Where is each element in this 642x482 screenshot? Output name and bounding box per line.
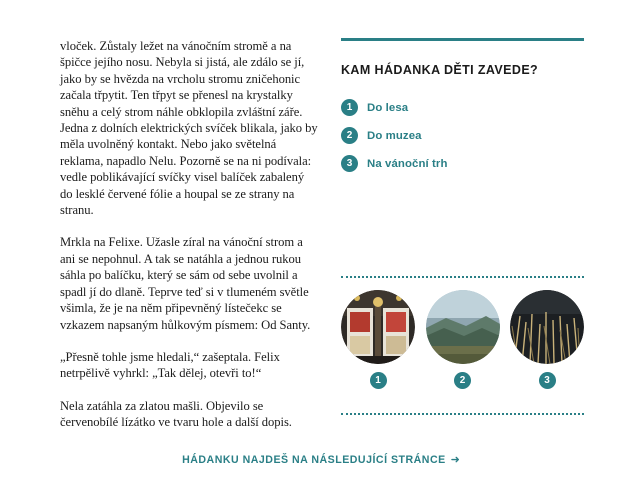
story-paragraph: Mrkla na Felixe. Užasle zíral na vánoční strom a ani se nepohnul. A tak se natáhla a jednou rukou sáhla po balíčku, který se sám od sebe uvolnil a spadl jí do dlaně. Teprve teď si v tlumeném světle všimla, že je na něm připevněný lístečekc se vzkazem napsaným hůlkovým písmem: Od Santy. xyxy=(60,235,311,332)
dotted-divider-top xyxy=(341,276,584,278)
photo-number-badge: 2 xyxy=(454,372,471,389)
dotted-divider-bottom xyxy=(341,413,584,415)
photo-options-row xyxy=(341,290,584,389)
footer xyxy=(0,450,642,468)
christmas-market-stall-photo[interactable] xyxy=(341,290,415,364)
answer-number-badge: 3 xyxy=(341,155,358,172)
photo-option[interactable] xyxy=(426,290,500,389)
story-paragraph: Nela zatáhla za zlatou mašli. Objevilo se červenobílé lízátko ve tvaru hole a další dopis. xyxy=(60,398,292,430)
answer-number-badge: 2 xyxy=(341,127,358,144)
photo-option[interactable] xyxy=(510,290,584,389)
answer-label: Do muzea xyxy=(367,129,422,142)
story-paragraph: vloček. Zůstaly ležet na vánočním stromě a na špičce jejího nosu. Nebyla si jistá, ale zdálo se jí, jako by se hvězda na vrcholu stromu zničehonic začala třpytit. Ten třpyt se přenesl na krystalky sněhu a celý strom náhle obklopila zvláštní záře. Jedna z dolních elektrických svíček blikala, jako by měla uvolněný kontakt. Nebo jako světelná reklama, napadlo Nelu. Pozorně se na ni podívala: vedle poblikávající svíčky visel balíček zabalený do lesklé červené fólie a houpal se ze strany na stranu. xyxy=(60,39,318,218)
story-paragraph: „Přesně tohle jsme hledali,“ zašeptala. Felix netrpělivě vyhrkl: „Tak dělej, otevři to!“ xyxy=(60,349,280,381)
arrow-right-icon: ➜ xyxy=(450,454,460,466)
quiz-answer-option[interactable] xyxy=(341,99,584,116)
quiz-panel xyxy=(341,38,584,183)
answer-number-badge: 1 xyxy=(341,99,358,116)
forest-landscape-photo[interactable] xyxy=(426,290,500,364)
quiz-answer-option[interactable] xyxy=(341,155,584,172)
quiz-answer-option[interactable] xyxy=(341,127,584,144)
photo-option[interactable] xyxy=(341,290,415,389)
museum-display-photo[interactable] xyxy=(510,290,584,364)
story-column xyxy=(60,38,318,431)
top-rule xyxy=(341,38,584,41)
answer-label: Na vánoční trh xyxy=(367,157,448,170)
quiz-answer-list xyxy=(341,99,584,172)
photo-number-badge: 3 xyxy=(539,372,556,389)
answer-label: Do lesa xyxy=(367,101,409,114)
footer-note: HÁDANKU NAJDEŠ NA NÁSLEDUJÍCÍ STRÁNCE xyxy=(182,454,446,466)
quiz-title: KAM HÁDANKA DĚTI ZAVEDE? xyxy=(341,63,539,77)
photo-number-badge: 1 xyxy=(370,372,387,389)
